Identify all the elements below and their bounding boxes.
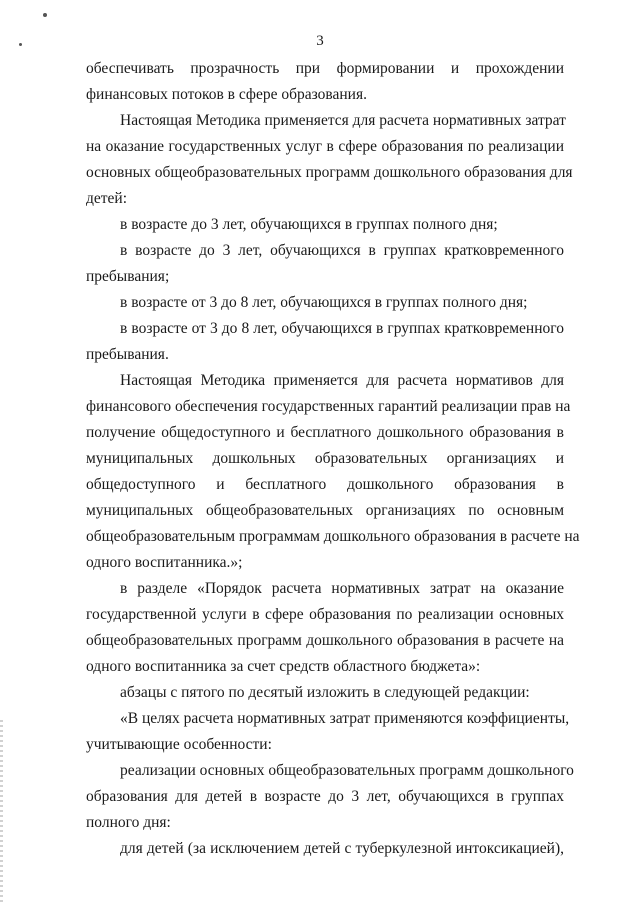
text-line: в разделе «Порядок расчета нормативных затрат на оказание [120,580,564,597]
text-line: получение общедоступного и бесплатного дошкольного образования в [86,424,564,441]
text-line: на оказание государственных услуг в сфере образования по реализации [86,138,564,155]
text-line: учитывающие особенности: [86,736,272,753]
text-line: общеобразовательным программам дошкольного образования в расчете на [86,528,580,545]
text-line: Настоящая Методика применяется для расчета нормативов для [120,372,564,389]
text-line: полного дня: [86,814,171,831]
text-line: муниципальных общеобразовательных организациях по основным [86,502,564,519]
text-line: для детей (за исключением детей с туберкулезной интоксикацией), [120,840,564,857]
text-line: «В целях расчета нормативных затрат применяются коэффициенты, [120,710,570,727]
text-line: финансовых потоков в сфере образования. [86,86,367,103]
text-line: муниципальных дошкольных образовательных организациях и [86,450,564,467]
text-line: одного воспитанника за счет средств областного бюджета»: [86,658,481,675]
text-line: Настоящая Методика применяется для расчета нормативных затрат [120,112,566,129]
text-line: пребывания. [86,346,169,363]
text-line: общеобразовательных программ дошкольного образования в расчете на [86,632,564,649]
text-line: реализации основных общеобразовательных программ дошкольного [120,762,574,779]
text-line: основных общеобразовательных программ дошкольного образования для [86,164,573,181]
text-line: детей: [86,190,128,207]
text-line: в возрасте до 3 лет, обучающихся в группах полного дня; [120,216,498,233]
page-number: 3 [316,33,324,49]
text-line: обеспечивать прозрачность при формировании и прохождении [86,60,564,77]
text-line: абзацы с пятого по десятый изложить в следующей редакции: [120,684,530,701]
text-line: образования для детей в возрасте до 3 лет, обучающихся в группах [86,788,564,805]
text-line: общедоступного и бесплатного дошкольного образования в [86,476,564,493]
text-line: одного воспитанника.»; [86,554,243,571]
text-line: финансового обеспечения государственных гарантий реализации прав на [86,398,571,415]
text-line: государственной услуги в сфере образования по реализации основных [86,606,564,623]
text-line: в возрасте от 3 до 8 лет, обучающихся в группах кратковременного [120,320,564,337]
text-line: в возрасте от 3 до 8 лет, обучающихся в группах полного дня; [120,294,528,311]
text-line: в возрасте до 3 лет, обучающихся в группах кратковременного [120,242,564,259]
text-line: пребывания; [86,268,170,285]
